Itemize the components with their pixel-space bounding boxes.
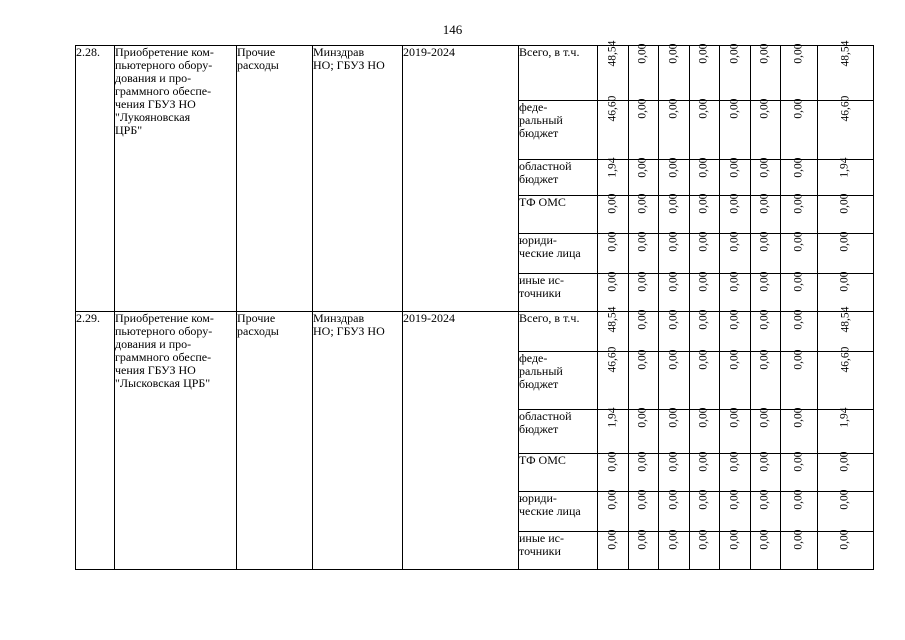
- funding-source: [519, 234, 598, 274]
- value-cell: [690, 231, 720, 274]
- funding-source-line: иные ис-: [519, 531, 564, 545]
- value-cell: [629, 309, 659, 352]
- value-cell: [629, 407, 659, 454]
- value-cell: [659, 43, 690, 101]
- value-text: 0,00: [606, 451, 619, 472]
- value-total-cell: [818, 407, 874, 454]
- funding-source-line: ТФ ОМС: [519, 195, 566, 209]
- value-cell: [629, 529, 659, 570]
- value-text: 0,00: [728, 43, 741, 64]
- funding-source: [519, 46, 598, 101]
- funding-source-line: юриди-: [519, 491, 557, 505]
- value-total-cell: [818, 40, 874, 101]
- value-text: 0,00: [759, 309, 771, 330]
- value-cell: [751, 98, 781, 160]
- value-cell: [751, 157, 781, 196]
- value-cell: [781, 157, 818, 196]
- value-text: 0,00: [728, 157, 741, 178]
- value-text: 0,00: [759, 43, 771, 64]
- period: [403, 312, 519, 570]
- value-text: 46,60: [839, 346, 851, 373]
- value-cell: [598, 346, 629, 410]
- value-text: 0,00: [839, 489, 851, 510]
- expense-type-line: расходы: [237, 324, 279, 338]
- value-text: 46,60: [839, 95, 851, 122]
- value-text: 1,94: [839, 407, 851, 428]
- value-total-cell: [818, 157, 874, 196]
- value-text: 0,00: [728, 489, 741, 510]
- value-text: 0,00: [728, 407, 741, 428]
- value-cell: [598, 529, 629, 570]
- item-name: [115, 46, 237, 312]
- value-text: 0,00: [839, 271, 851, 292]
- item-name-line: "Лукояновская: [115, 110, 191, 124]
- value-cell: [659, 451, 690, 492]
- funding-source: [519, 160, 598, 196]
- value-text: 0,00: [759, 157, 771, 178]
- value-cell: [598, 40, 629, 101]
- value-cell: [720, 98, 751, 160]
- expense-type-line: Прочие: [237, 45, 276, 59]
- value-cell: [659, 349, 690, 410]
- value-text: 0,00: [698, 98, 710, 119]
- value-text: 0,00: [667, 489, 680, 510]
- page-number: 146: [442, 22, 463, 37]
- value-text: 0,00: [667, 451, 680, 472]
- value-text: 0,00: [759, 489, 771, 510]
- value-cell: [751, 451, 781, 492]
- value-text: 0,00: [728, 231, 741, 252]
- value-cell: [690, 529, 720, 570]
- value-cell: [751, 529, 781, 570]
- value-cell: [720, 43, 751, 101]
- value-text: 46,60: [606, 95, 619, 122]
- value-text: 0,00: [792, 157, 805, 178]
- value-text: 0,00: [759, 231, 771, 252]
- funding-source: [519, 196, 598, 234]
- executor: [313, 46, 403, 312]
- value-text: 0,00: [792, 231, 805, 252]
- value-text: 0,00: [792, 271, 805, 292]
- value-cell: [690, 43, 720, 101]
- funding-source-line: точники: [519, 286, 561, 300]
- value-text: 0,00: [759, 349, 771, 370]
- value-text: 0,00: [637, 157, 649, 178]
- value-cell: [659, 407, 690, 454]
- item-name-line: ЦРБ": [115, 123, 143, 137]
- value-text: 0,00: [792, 43, 805, 64]
- funding-source: [519, 492, 598, 532]
- value-text: 0,00: [698, 231, 710, 252]
- value-total-cell: [818, 231, 874, 274]
- funding-source: [519, 312, 598, 352]
- value-cell: [720, 451, 751, 492]
- value-text: 1,94: [839, 157, 851, 178]
- item-name-line: Приобретение ком-: [115, 45, 214, 59]
- value-cell: [720, 193, 751, 234]
- funding-source-line: феде-: [519, 100, 548, 114]
- value-cell: [690, 489, 720, 532]
- value-text: 1,94: [606, 157, 619, 178]
- value-text: 0,00: [637, 309, 649, 330]
- period: [403, 46, 519, 312]
- period-text: 2019-2024: [403, 45, 455, 59]
- value-cell: [659, 271, 690, 312]
- value-cell: [751, 349, 781, 410]
- item-name: [115, 312, 237, 570]
- funding-source-line: юриди-: [519, 233, 557, 247]
- value-cell: [781, 43, 818, 101]
- item-name-line: чения ГБУЗ НО: [115, 363, 196, 377]
- executor: [313, 312, 403, 570]
- value-text: 0,00: [606, 489, 619, 510]
- item-name-line: чения ГБУЗ НО: [115, 97, 196, 111]
- value-text: 0,00: [792, 193, 805, 214]
- value-total-cell: [818, 193, 874, 234]
- value-cell: [781, 231, 818, 274]
- budget-table: [75, 40, 874, 570]
- value-total-cell: [818, 451, 874, 492]
- value-text: 0,00: [606, 193, 619, 214]
- value-text: 48,54: [839, 40, 851, 67]
- value-cell: [690, 309, 720, 352]
- value-text: 0,00: [728, 309, 741, 330]
- value-cell: [690, 157, 720, 196]
- value-cell: [720, 349, 751, 410]
- item-name-line: "Лысковская ЦРБ": [115, 376, 211, 390]
- value-text: 0,00: [792, 98, 805, 119]
- value-text: 46,60: [606, 346, 619, 373]
- value-text: 0,00: [637, 451, 649, 472]
- value-cell: [720, 157, 751, 196]
- table-row: [76, 46, 874, 101]
- value-cell: [629, 157, 659, 196]
- item-name-line: граммного обеспе-: [115, 84, 212, 98]
- value-text: 48,54: [606, 40, 619, 67]
- value-text: 0,00: [606, 529, 619, 550]
- value-cell: [598, 231, 629, 274]
- value-text: 0,00: [637, 271, 649, 292]
- executor-line: НО; ГБУЗ НО: [313, 58, 385, 72]
- funding-source: [519, 532, 598, 570]
- value-cell: [629, 349, 659, 410]
- value-text: 48,54: [606, 306, 619, 333]
- funding-source-line: бюджет: [519, 172, 559, 186]
- value-cell: [781, 407, 818, 454]
- value-text: 0,00: [759, 451, 771, 472]
- value-cell: [629, 489, 659, 532]
- item-number: [76, 46, 115, 312]
- executor-line: Минздрав: [313, 45, 365, 59]
- funding-source-line: точники: [519, 544, 561, 558]
- value-text: 0,00: [606, 271, 619, 292]
- value-text: 0,00: [637, 231, 649, 252]
- value-cell: [781, 309, 818, 352]
- value-cell: [751, 231, 781, 274]
- value-cell: [629, 98, 659, 160]
- item-name-line: пьютерного обору-: [115, 58, 213, 72]
- value-text: 0,00: [728, 529, 741, 550]
- funding-source-line: областной: [519, 409, 572, 423]
- value-text: 0,00: [698, 349, 710, 370]
- value-text: 0,00: [637, 349, 649, 370]
- funding-source-line: бюджет: [519, 422, 559, 436]
- value-cell: [720, 489, 751, 532]
- value-cell: [781, 529, 818, 570]
- value-text: 0,00: [698, 309, 710, 330]
- item-name-line: Приобретение ком-: [115, 311, 214, 325]
- value-cell: [629, 193, 659, 234]
- table-body: [76, 40, 874, 570]
- value-text: 0,00: [637, 489, 649, 510]
- value-cell: [598, 157, 629, 196]
- value-text: 0,00: [637, 529, 649, 550]
- value-cell: [751, 309, 781, 352]
- value-cell: [629, 231, 659, 274]
- value-text: 0,00: [698, 271, 710, 292]
- value-cell: [659, 231, 690, 274]
- value-cell: [659, 529, 690, 570]
- funding-source: [519, 352, 598, 410]
- funding-source-line: феде-: [519, 351, 548, 365]
- value-text: 0,00: [698, 193, 710, 214]
- funding-source-line: бюджет: [519, 377, 559, 391]
- value-cell: [629, 43, 659, 101]
- value-cell: [598, 407, 629, 454]
- value-cell: [690, 193, 720, 234]
- value-cell: [781, 451, 818, 492]
- value-cell: [781, 98, 818, 160]
- expense-type-line: Прочие: [237, 311, 276, 325]
- value-text: 0,00: [759, 98, 771, 119]
- item-number-text: 2.29.: [76, 311, 100, 325]
- value-text: 0,00: [759, 407, 771, 428]
- value-text: 0,00: [637, 43, 649, 64]
- value-text: 0,00: [728, 271, 741, 292]
- value-text: 0,00: [698, 529, 710, 550]
- value-cell: [720, 231, 751, 274]
- value-text: 0,00: [698, 407, 710, 428]
- value-cell: [690, 407, 720, 454]
- value-cell: [690, 451, 720, 492]
- value-text: 0,00: [792, 349, 805, 370]
- value-text: 0,00: [759, 271, 771, 292]
- value-text: 0,00: [637, 193, 649, 214]
- value-text: 0,00: [606, 231, 619, 252]
- funding-source-line: ральный: [519, 364, 563, 378]
- value-cell: [598, 95, 629, 160]
- item-name-line: дования и про-: [115, 71, 192, 85]
- value-text: 0,00: [637, 98, 649, 119]
- funding-source-line: Всего, в т.ч.: [519, 311, 580, 325]
- value-text: 0,00: [667, 529, 680, 550]
- value-text: 0,00: [698, 157, 710, 178]
- value-text: 0,00: [839, 231, 851, 252]
- value-cell: [751, 407, 781, 454]
- value-cell: [751, 271, 781, 312]
- executor-line: Минздрав: [313, 311, 365, 325]
- value-cell: [781, 271, 818, 312]
- value-cell: [781, 349, 818, 410]
- value-cell: [629, 451, 659, 492]
- value-cell: [629, 271, 659, 312]
- value-cell: [751, 43, 781, 101]
- item-name-line: граммного обеспе-: [115, 350, 212, 364]
- value-cell: [690, 349, 720, 410]
- item-name-line: пьютерного обору-: [115, 324, 213, 338]
- value-text: 0,00: [698, 451, 710, 472]
- value-cell: [720, 407, 751, 454]
- value-text: 0,00: [728, 451, 741, 472]
- value-total-cell: [818, 346, 874, 410]
- value-cell: [659, 193, 690, 234]
- value-text: 0,00: [759, 529, 771, 550]
- value-total-cell: [818, 529, 874, 570]
- period-text: 2019-2024: [403, 311, 455, 325]
- value-text: 0,00: [792, 451, 805, 472]
- value-text: 0,00: [667, 231, 680, 252]
- value-total-cell: [818, 489, 874, 532]
- value-text: 0,00: [698, 43, 710, 64]
- value-cell: [659, 489, 690, 532]
- value-cell: [720, 309, 751, 352]
- value-text: 1,94: [606, 407, 619, 428]
- value-cell: [781, 193, 818, 234]
- value-text: 0,00: [839, 451, 851, 472]
- funding-source-line: Всего, в т.ч.: [519, 45, 580, 59]
- funding-source: [519, 101, 598, 160]
- value-total-cell: [818, 95, 874, 160]
- funding-source-line: бюджет: [519, 126, 559, 140]
- value-text: 0,00: [728, 193, 741, 214]
- item-number-text: 2.28.: [76, 45, 100, 59]
- table-row: [76, 312, 874, 352]
- value-cell: [690, 271, 720, 312]
- value-cell: [781, 489, 818, 532]
- item-number: [76, 312, 115, 570]
- value-cell: [598, 193, 629, 234]
- value-text: 0,00: [667, 271, 680, 292]
- value-text: 0,00: [792, 489, 805, 510]
- item-name-line: дования и про-: [115, 337, 192, 351]
- value-text: 0,00: [637, 407, 649, 428]
- value-text: 0,00: [839, 193, 851, 214]
- value-cell: [751, 489, 781, 532]
- value-text: 48,54: [839, 306, 851, 333]
- value-cell: [598, 489, 629, 532]
- expense-type: [237, 46, 313, 312]
- value-text: 0,00: [667, 407, 680, 428]
- funding-source-line: областной: [519, 159, 572, 173]
- funding-source: [519, 410, 598, 454]
- value-text: 0,00: [839, 529, 851, 550]
- value-text: 0,00: [667, 193, 680, 214]
- value-cell: [659, 157, 690, 196]
- value-text: 0,00: [667, 349, 680, 370]
- funding-source-line: ческие лица: [519, 504, 581, 518]
- value-cell: [751, 193, 781, 234]
- value-text: 0,00: [728, 349, 741, 370]
- value-text: 0,00: [792, 309, 805, 330]
- value-text: 0,00: [667, 43, 680, 64]
- executor-line: НО; ГБУЗ НО: [313, 324, 385, 338]
- value-cell: [659, 98, 690, 160]
- funding-source: [519, 274, 598, 312]
- value-text: 0,00: [759, 193, 771, 214]
- value-text: 0,00: [667, 98, 680, 119]
- value-cell: [598, 451, 629, 492]
- value-text: 0,00: [728, 98, 741, 119]
- value-text: 0,00: [667, 309, 680, 330]
- value-text: 0,00: [667, 157, 680, 178]
- value-cell: [690, 98, 720, 160]
- funding-source-line: ТФ ОМС: [519, 453, 566, 467]
- expense-type-line: расходы: [237, 58, 279, 72]
- funding-source-line: иные ис-: [519, 273, 564, 287]
- value-cell: [720, 529, 751, 570]
- funding-source-line: ральный: [519, 113, 563, 127]
- value-cell: [659, 309, 690, 352]
- funding-source: [519, 454, 598, 492]
- value-text: 0,00: [792, 529, 805, 550]
- value-text: 0,00: [698, 489, 710, 510]
- expense-type: [237, 312, 313, 570]
- value-text: 0,00: [792, 407, 805, 428]
- funding-source-line: ческие лица: [519, 246, 581, 260]
- value-cell: [720, 271, 751, 312]
